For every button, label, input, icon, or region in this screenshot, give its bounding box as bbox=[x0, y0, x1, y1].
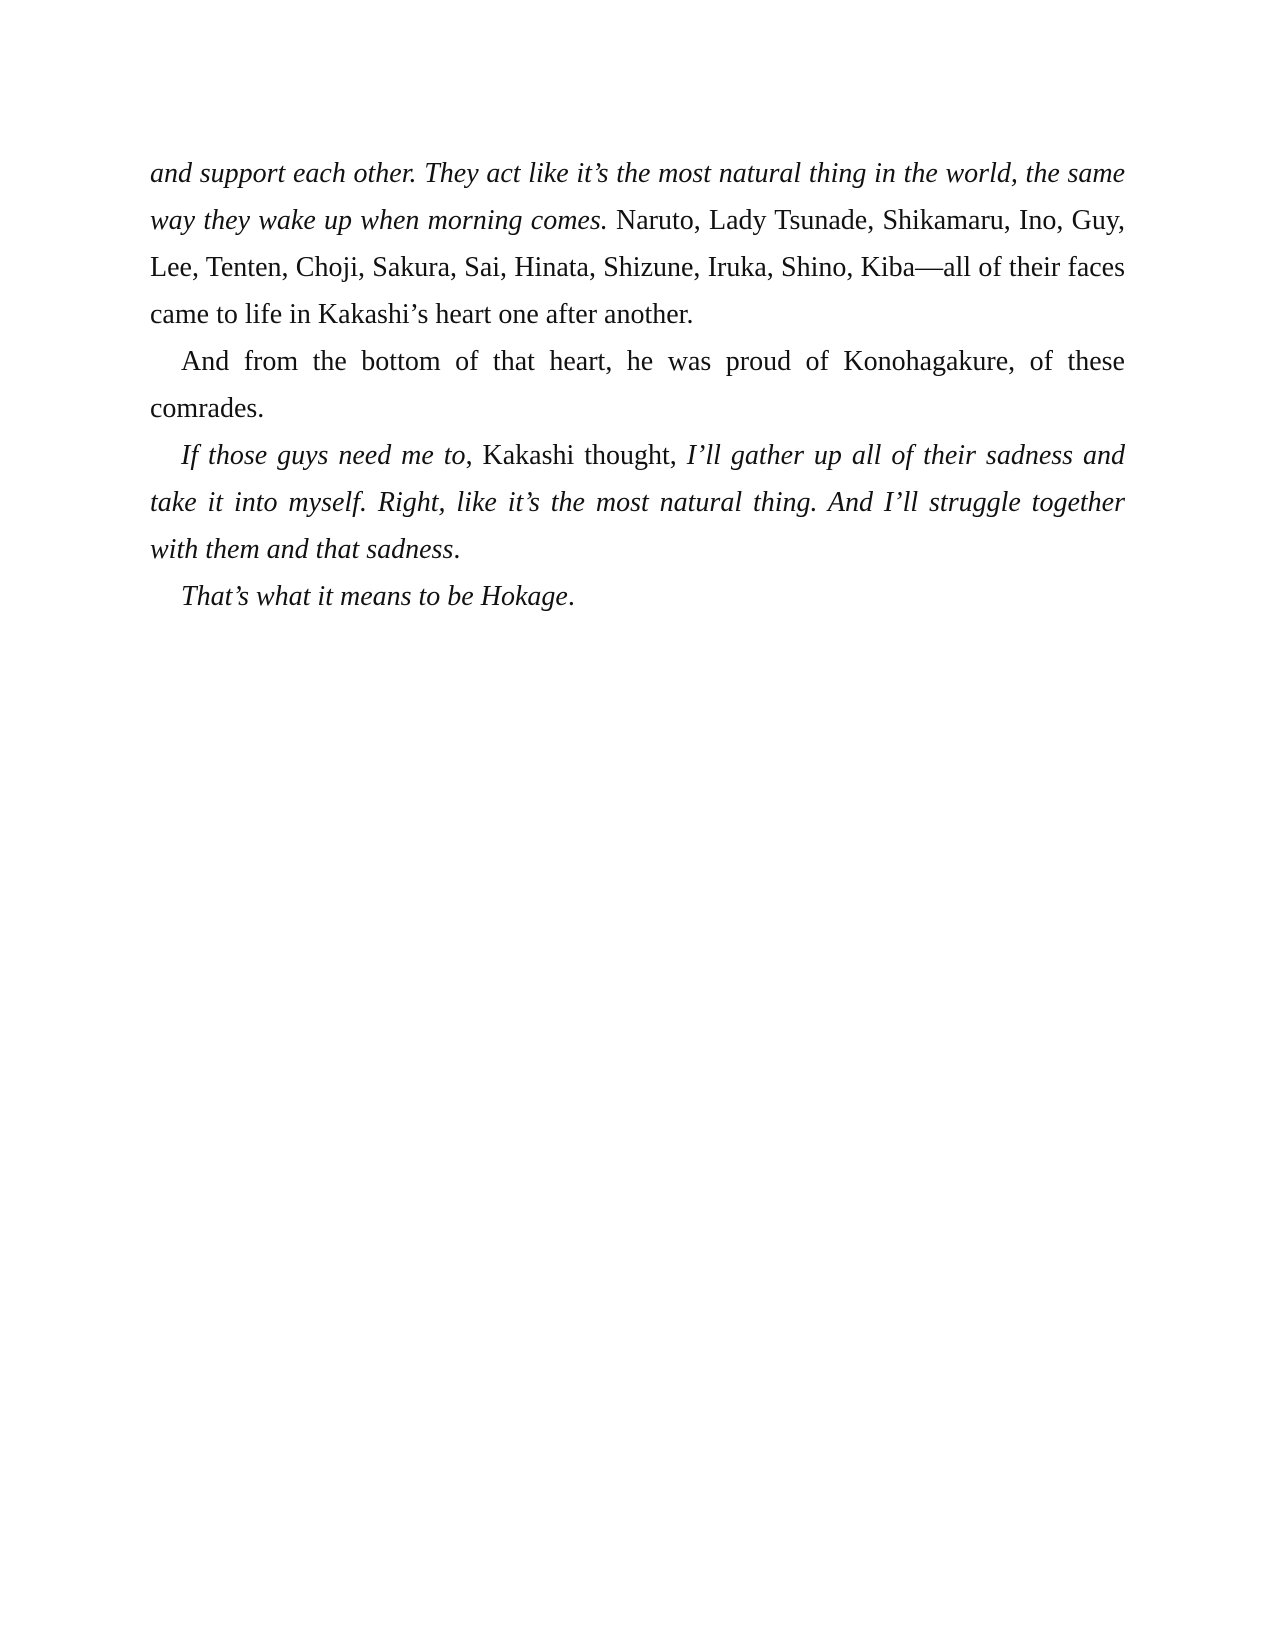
paragraph-hokage bbox=[150, 573, 1125, 620]
italic-thought-text: If those guys need me to bbox=[181, 440, 466, 471]
punctuation-text: . bbox=[453, 534, 461, 565]
italic-thought-text: I’ll gather up all of their sadness and take it into myself. Right, like it’s the most natural thing. And I’ll struggle together with them and that sadness bbox=[150, 440, 1125, 565]
italic-thought-text: and support each other. They act like it’s the most natural thing in the world, the same way they wake up when morning comes. bbox=[150, 158, 1125, 236]
narration-text: And from the bottom of that heart, he was proud of Konohagakure, of these comrades. bbox=[150, 346, 1125, 424]
paragraph-proud bbox=[150, 338, 1125, 432]
paragraph-continuation bbox=[150, 150, 1125, 338]
narration-text: , Kakashi thought, bbox=[465, 440, 687, 471]
italic-thought-text: That’s what it means to be Hokage bbox=[181, 581, 568, 612]
narration-text: Naruto, Lady Tsunade, Shikamaru, Ino, Guy, Lee, Tenten, Choji, Sakura, Sai, Hinata, Shizune, Iruka, Shino, Kiba—all of their faces came to life in Kakashi’s heart one after another. bbox=[150, 205, 1125, 330]
page-body bbox=[150, 150, 1125, 620]
punctuation-text: . bbox=[567, 581, 575, 612]
paragraph-kakashi-thought bbox=[150, 432, 1125, 573]
